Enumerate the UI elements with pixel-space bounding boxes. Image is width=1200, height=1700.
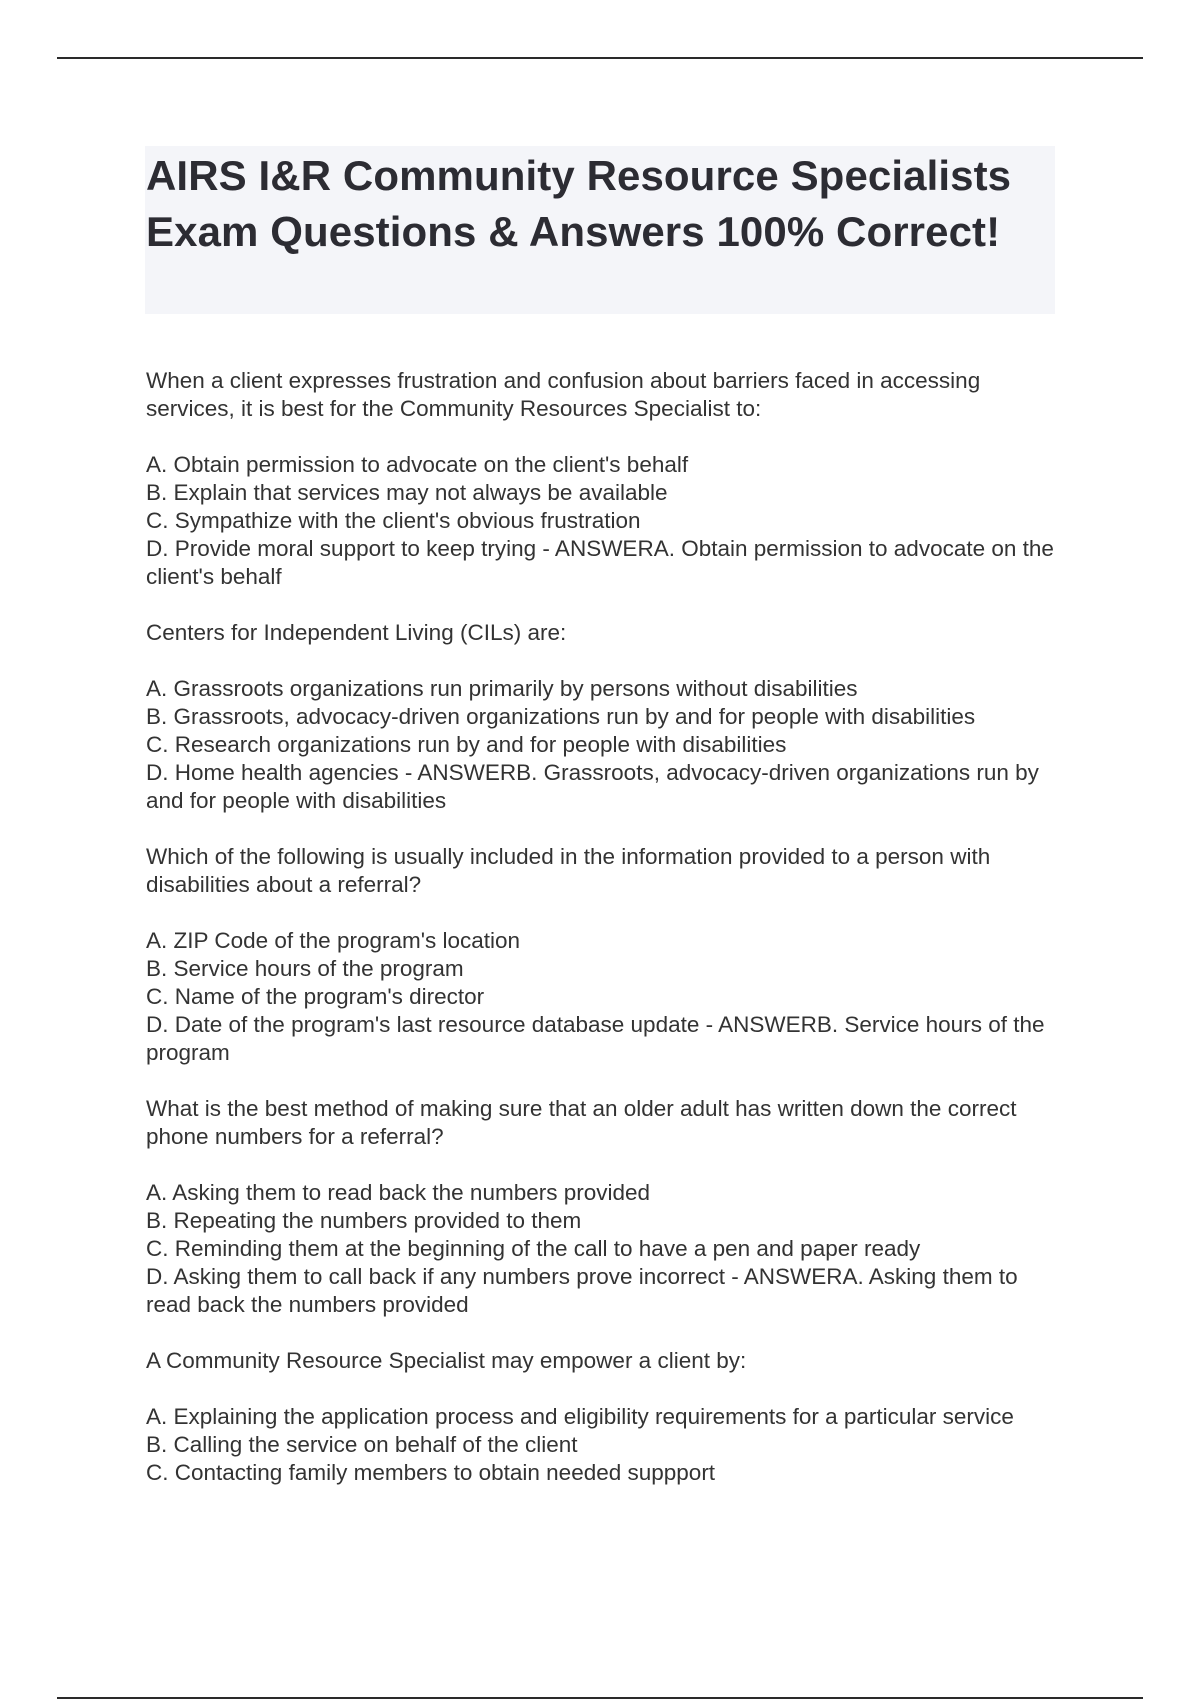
option-d-with-answer: D. Provide moral support to keep trying - ANSWERA. Obtain permission to advocate on the client's behalf: [146, 536, 1054, 589]
option-a: A. Explaining the application process and eligibility requirements for a particular service: [146, 1404, 1014, 1429]
option-d-with-answer: D. Date of the program's last resource database update - ANSWERB. Service hours of the program: [146, 1012, 1045, 1065]
top-divider: [57, 57, 1143, 59]
option-a: A. Grassroots organizations run primarily by persons without disabilities: [146, 676, 858, 701]
bottom-divider: [57, 1697, 1143, 1699]
question-text: What is the best method of making sure that an older adult has written down the correct phone numbers for a referral?: [146, 1096, 1017, 1149]
question-block-3: [146, 843, 1066, 1067]
option-a: A. Asking them to read back the numbers provided: [146, 1180, 651, 1205]
option-b: B. Grassroots, advocacy-driven organizations run by and for people with disabilities: [146, 704, 976, 729]
question-block-2: [146, 619, 1066, 815]
document-body: [146, 367, 1066, 1515]
option-d-with-answer: D. Asking them to call back if any numbers prove incorrect - ANSWERA. Asking them to read back the numbers provided: [146, 1264, 1018, 1317]
question-text: When a client expresses frustration and confusion about barriers faced in accessing services, it is best for the Community Resources Specialist to:: [146, 368, 981, 421]
option-d-with-answer: D. Home health agencies - ANSWERB. Grassroots, advocacy-driven organizations run by and for people with disabilities: [146, 760, 1039, 813]
option-c: C. Sympathize with the client's obvious frustration: [146, 508, 641, 533]
question-block-1: [146, 367, 1066, 591]
option-a: A. Obtain permission to advocate on the client's behalf: [146, 452, 689, 477]
question-text: Centers for Independent Living (CILs) are:: [146, 620, 567, 645]
question-text: A Community Resource Specialist may empower a client by:: [146, 1348, 747, 1373]
option-b: B. Service hours of the program: [146, 956, 464, 981]
option-c: C. Name of the program's director: [146, 984, 485, 1009]
option-c: C. Contacting family members to obtain needed suppport: [146, 1460, 716, 1485]
question-block-5: [146, 1347, 1066, 1487]
question-text: Which of the following is usually included in the information provided to a person with disabilities about a referral?: [146, 844, 991, 897]
option-a: A. ZIP Code of the program's location: [146, 928, 521, 953]
option-b: B. Calling the service on behalf of the client: [146, 1432, 578, 1457]
option-b: B. Repeating the numbers provided to them: [146, 1208, 582, 1233]
option-c: C. Research organizations run by and for people with disabilities: [146, 732, 787, 757]
option-c: C. Reminding them at the beginning of the call to have a pen and paper ready: [146, 1236, 921, 1261]
option-b: B. Explain that services may not always be available: [146, 480, 668, 505]
question-block-4: [146, 1095, 1066, 1319]
document-title: AIRS I&R Community Resource Specialists Exam Questions & Answers 100% Correct!: [146, 152, 1012, 255]
